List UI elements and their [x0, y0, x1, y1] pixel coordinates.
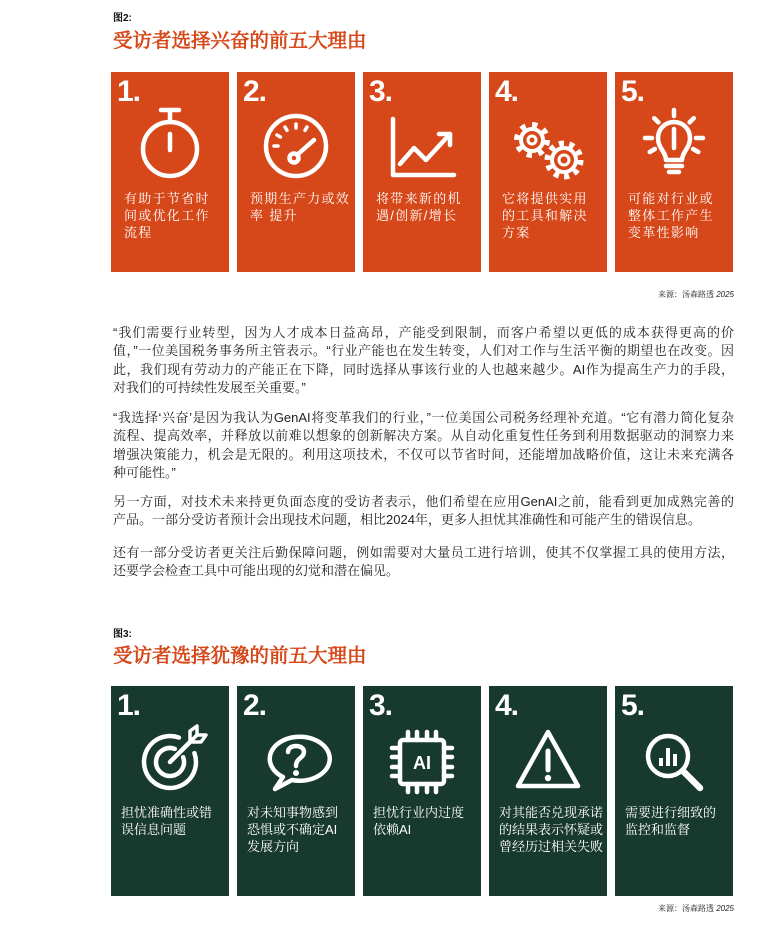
card-text-line: 对未知事物感到 [247, 805, 339, 820]
card-text-line: 恐惧或不确定AI [247, 822, 338, 837]
paragraph-line: 种可能性。” [113, 465, 176, 481]
card-text [499, 804, 603, 855]
growth-chart-icon [382, 102, 462, 192]
card-text-line: 曾经历过相关失败 [499, 839, 604, 854]
paragraph-line: 值，”一位美国税务事务所主管表示。“行业产能也在发生转变，人们对工作与生活平衡的期望也在改变。因 [113, 343, 734, 359]
stopwatch-icon [130, 102, 210, 192]
card-number: 5. [621, 689, 645, 722]
excitement-reason-card-2 [237, 72, 355, 272]
card-text-line: 整体工作产生 [628, 208, 714, 223]
source-label: 来源：汤森路透 [657, 904, 714, 913]
body-paragraph-4 [113, 544, 734, 581]
paragraph-line: 此，我们现有劳动力的产能正在下降，同时选择从事该行业的人也越来越少。AI作为提高生产力的手段， [113, 361, 734, 377]
paragraph-line: 流程、提高效率，并释放以前难以想象的创新解决方案。从自动化重复性任务到利用数据驱动的洞察力来 [113, 428, 734, 444]
figure2-source [658, 290, 734, 300]
question-bubble-icon [256, 716, 336, 806]
paragraph-line: 增强决策能力，机会是无限的。利用这项技术，不仅可以节省时间，还能增加战略价值，这让未来充满各 [113, 446, 734, 462]
source-label: 来源：汤森路透 [657, 290, 714, 299]
gauge-icon [256, 102, 336, 192]
excitement-reason-card-5 [615, 72, 733, 272]
card-text [376, 190, 462, 224]
hesitation-reason-card-1 [111, 686, 229, 896]
card-text-line: 误信息问题 [121, 822, 187, 837]
figure3-label: 图3: [113, 629, 132, 640]
source-year: 2025 [716, 290, 734, 299]
card-number: 5. [621, 75, 645, 108]
card-text-line: 有助于节省时 [124, 191, 210, 206]
paragraph-line: 还要学会检查工具中可能出现的幻觉和潜在偏见。 [113, 563, 400, 579]
card-text-line: 遇/创新/增长 [376, 208, 458, 223]
target-arrow-icon [130, 716, 210, 806]
quote-paragraph-2 [113, 409, 734, 483]
excitement-reason-card-4 [489, 72, 607, 272]
figure2-title: 受访者选择兴奋的前五大理由 [113, 30, 367, 52]
card-number: 1. [117, 689, 141, 722]
card-text [121, 804, 212, 838]
card-number: 4. [495, 75, 519, 108]
card-text-line: 间或优化工作 [124, 208, 210, 223]
body-paragraph-3 [113, 493, 734, 530]
paragraph-line: “我们需要行业转型，因为人才成本日益高昂，产能受到限制，而客户希望以更低的成本获得更高的价 [113, 325, 734, 340]
paragraph-line: 另一方面，对技术未来持更负面态度的受访者表示，他们希望在应用GenAI之前，能看到更加成熟完善的 [113, 494, 734, 509]
card-text [373, 804, 464, 838]
hesitation-reason-card-4 [489, 686, 607, 896]
card-text-line: 变革性影响 [628, 225, 700, 240]
card-number: 2. [243, 689, 267, 722]
card-text-line: 需要进行细致的 [625, 805, 717, 820]
card-text [628, 190, 714, 241]
quote-paragraph-1 [113, 324, 734, 398]
figure2-label: 图2: [113, 13, 132, 24]
paragraph-line: “我选择‘兴奋’是因为我认为GenAI将变革我们的行业，”一位美国公司税务经理补充道。“它有潜力简化复杂 [113, 410, 734, 425]
hesitation-reason-card-5 [615, 686, 733, 896]
card-number: 1. [117, 75, 141, 108]
card-text-line: 方案 [502, 225, 531, 240]
card-text-line: 可能对行业或 [628, 191, 714, 206]
lightbulb-icon [634, 102, 714, 192]
source-year: 2025 [716, 904, 734, 913]
card-text-line: 监控和监督 [625, 822, 691, 837]
paragraph-line: 还有一部分受访者更关注后勤保障问题，例如需要对大量员工进行培训，使其不仅掌握工具的使用方法， [113, 545, 734, 560]
excitement-reason-card-1 [111, 72, 229, 272]
card-text-line: 的结果表示怀疑或 [499, 822, 604, 837]
card-text [247, 804, 338, 855]
card-text-line: 依赖AI [373, 822, 412, 837]
excitement-reason-card-3 [363, 72, 481, 272]
card-text-line: 预期生产力或效 [250, 191, 351, 206]
chip-label: AI [413, 753, 431, 773]
figure3-title: 受访者选择犹豫的前五大理由 [113, 645, 367, 667]
hesitation-reason-card-2 [237, 686, 355, 896]
card-text-line: 的工具和解决 [502, 208, 588, 223]
card-number: 4. [495, 689, 519, 722]
card-text-line: 将带来新的机 [376, 191, 462, 206]
paragraph-line: 产品。一部分受访者预计会出现技术问题，相比2024年，更多人担忧其准确性和可能产生的错误信息。 [113, 512, 701, 528]
card-text-line: 担忧准确性或错 [121, 805, 213, 820]
card-text-line: 对其能否兑现承诺 [499, 805, 604, 820]
card-text-line: 担忧行业内过度 [373, 805, 465, 820]
card-text [124, 190, 210, 241]
card-text [250, 190, 350, 224]
card-text [625, 804, 716, 838]
paragraph-line: 对我们的可持续性发展至关重要。” [113, 380, 306, 396]
ai-chip-icon [382, 716, 462, 806]
magnifier-chart-icon [634, 716, 714, 806]
card-text-line: 流程 [124, 225, 153, 240]
card-text-line: 它将提供实用 [502, 191, 588, 206]
card-number: 3. [369, 689, 393, 722]
card-text [502, 190, 588, 241]
hesitation-reason-card-3 [363, 686, 481, 896]
card-text-line: 发展方向 [247, 839, 300, 854]
gears-icon [508, 102, 588, 192]
card-text-line: 率 提升 [250, 208, 298, 223]
figure3-source [658, 904, 734, 914]
card-number: 3. [369, 75, 393, 108]
card-number: 2. [243, 75, 267, 108]
warning-triangle-icon [508, 716, 588, 806]
